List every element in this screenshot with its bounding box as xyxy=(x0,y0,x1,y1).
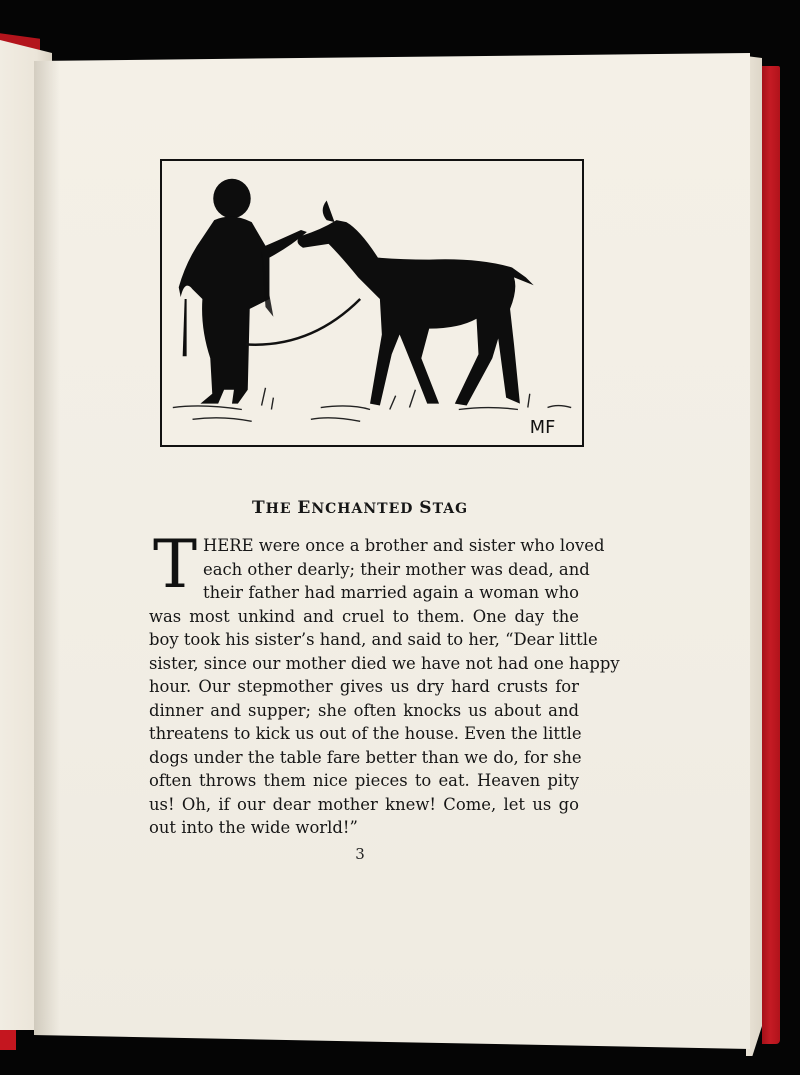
text-line: sister, since our mother died we have not had one happy xyxy=(149,653,620,673)
chapter-title xyxy=(140,498,580,518)
drop-cap: T xyxy=(153,526,198,603)
text-line: boy took his sister’s hand, and said to her, “Dear little xyxy=(149,630,598,649)
text-line: their father had married again a woman who xyxy=(203,583,579,602)
text-line: us! Oh, if our dear mother knew! Come, let us go xyxy=(149,794,579,814)
title-cap: T xyxy=(251,498,266,518)
title-word: TAG xyxy=(432,501,469,517)
text-line: HERE were once a brother and sister who loved xyxy=(203,536,605,555)
artist-signature: MF xyxy=(529,418,556,439)
text-line: out into the wide world!” xyxy=(149,818,358,837)
story-body-text xyxy=(149,526,620,840)
girl-and-deer-silhouette-icon xyxy=(162,161,582,445)
title-word: NCHANTED xyxy=(311,501,420,517)
silhouette-illustration xyxy=(160,159,584,447)
title-cap: S xyxy=(419,498,433,518)
text-line: was most unkind and cruel to them. One day the xyxy=(149,606,579,626)
text-line: dogs under the table fare better than we do, for she xyxy=(149,747,582,767)
book-cover-corner-left xyxy=(0,1030,16,1050)
text-line: often throws them nice pieces to eat. Heaven pity xyxy=(149,771,579,790)
title-word: HE xyxy=(265,501,298,517)
text-line: each other dearly; their mother was dead, and xyxy=(203,559,590,579)
title-cap: E xyxy=(297,498,312,518)
page-number: 3 xyxy=(355,845,365,863)
text-line: dinner and supper; she often knocks us about and xyxy=(149,700,579,720)
text-line: hour. Our stepmother gives us dry hard crusts for xyxy=(149,677,579,696)
text-line: threatens to kick us out of the house. Even the little xyxy=(149,724,582,743)
book-cover-edge-right xyxy=(762,66,780,1044)
